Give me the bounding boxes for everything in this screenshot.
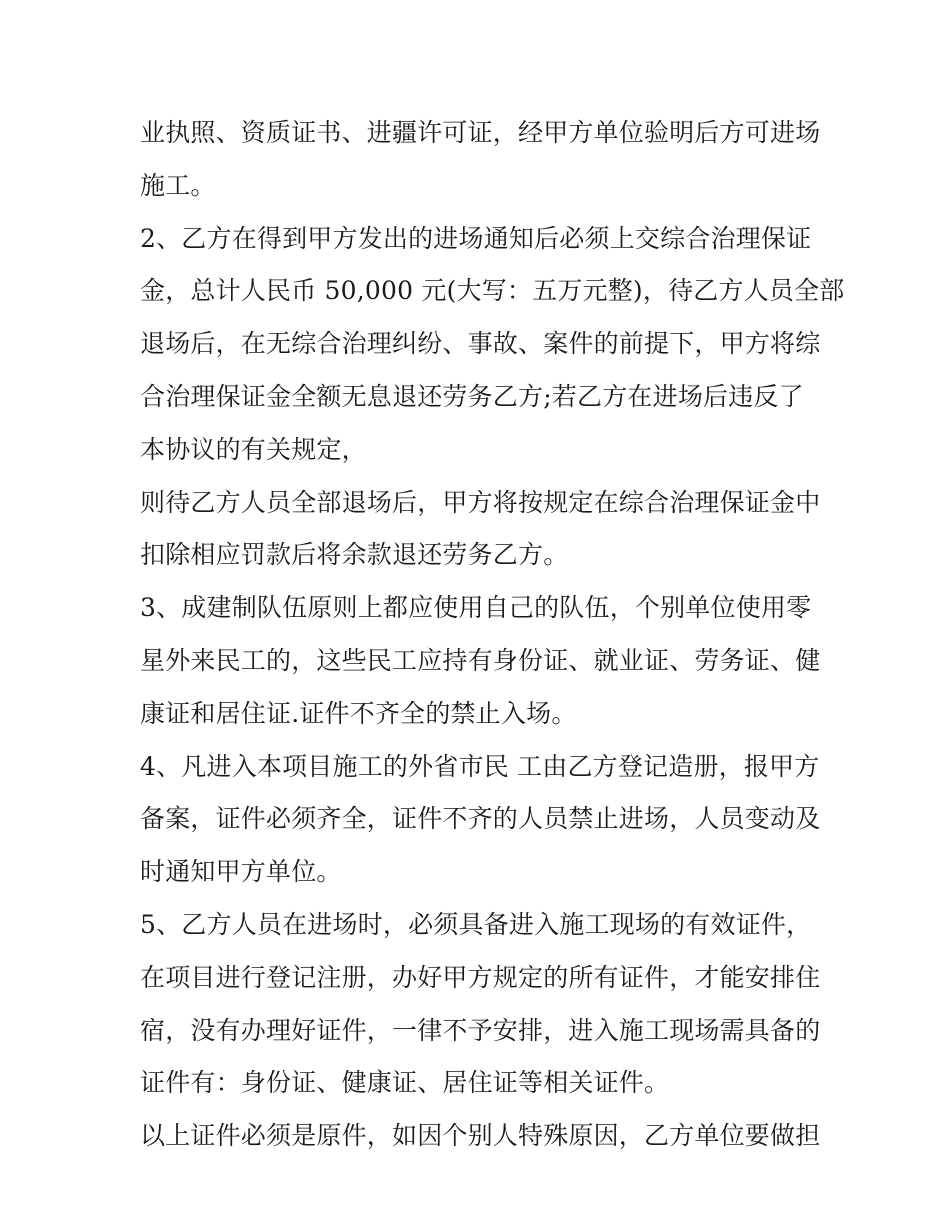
text-line: 4、凡进入本项目施工的外省市民 工由乙方登记造册，报甲方 xyxy=(140,751,820,781)
text-line: 5、乙方人员在进场时，必须具备进入施工现场的有效证件， xyxy=(140,909,812,939)
text-line: 本协议的有关规定， xyxy=(140,434,367,464)
text-line: 业执照、资质证书、进疆许可证，经甲方单位验明后方可进场 xyxy=(140,118,821,147)
text-line: 时通知甲方单位。 xyxy=(140,857,342,887)
text-line: 证件有：身份证、健康证、居住证等相关证件。 xyxy=(140,1068,670,1098)
text-line: 在项目进行登记注册，办好甲方规定的所有证件，才能安排住 xyxy=(140,962,821,992)
text-line: 以上证件必须是原件，如因个别人特殊原因，乙方单位要做担 xyxy=(140,1121,821,1151)
text-line: 康证和居住证.证件不齐全的禁止入场。 xyxy=(140,698,577,728)
text-line: 合治理保证金全额无息退还劳务乙方;若乙方在进场后违反了 xyxy=(140,381,804,411)
text-line: 施工。 xyxy=(140,170,216,200)
text-line: 2、乙方在得到甲方发出的进场通知后必须上交综合治理保证 xyxy=(140,223,812,253)
text-line: 扣除相应罚款后将余款退还劳务乙方。 xyxy=(140,540,569,570)
text-line: 则待乙方人员全部退场后，甲方将按规定在综合治理保证金中 xyxy=(140,487,821,517)
text-line: 备案，证件必须齐全，证件不齐的人员禁止进场，人员变动及 xyxy=(140,804,821,834)
document-body xyxy=(140,108,845,1164)
text-line: 3、成建制队伍原则上都应使用自己的队伍，个别单位使用零 xyxy=(140,593,812,623)
text-line: 退场后，在无综合治理纠纷、事故、案件的前提下，甲方将综 xyxy=(140,329,821,359)
text-line: 金，总计人民币 50,000 元(大写：五万元整)，待乙方人员全部 xyxy=(140,276,845,306)
text-line: 星外来民工的，这些民工应持有身份证、就业证、劳务证、健 xyxy=(140,645,821,675)
text-line: 宿，没有办理好证件，一律不予安排，进入施工现场需具备的 xyxy=(140,1015,821,1045)
